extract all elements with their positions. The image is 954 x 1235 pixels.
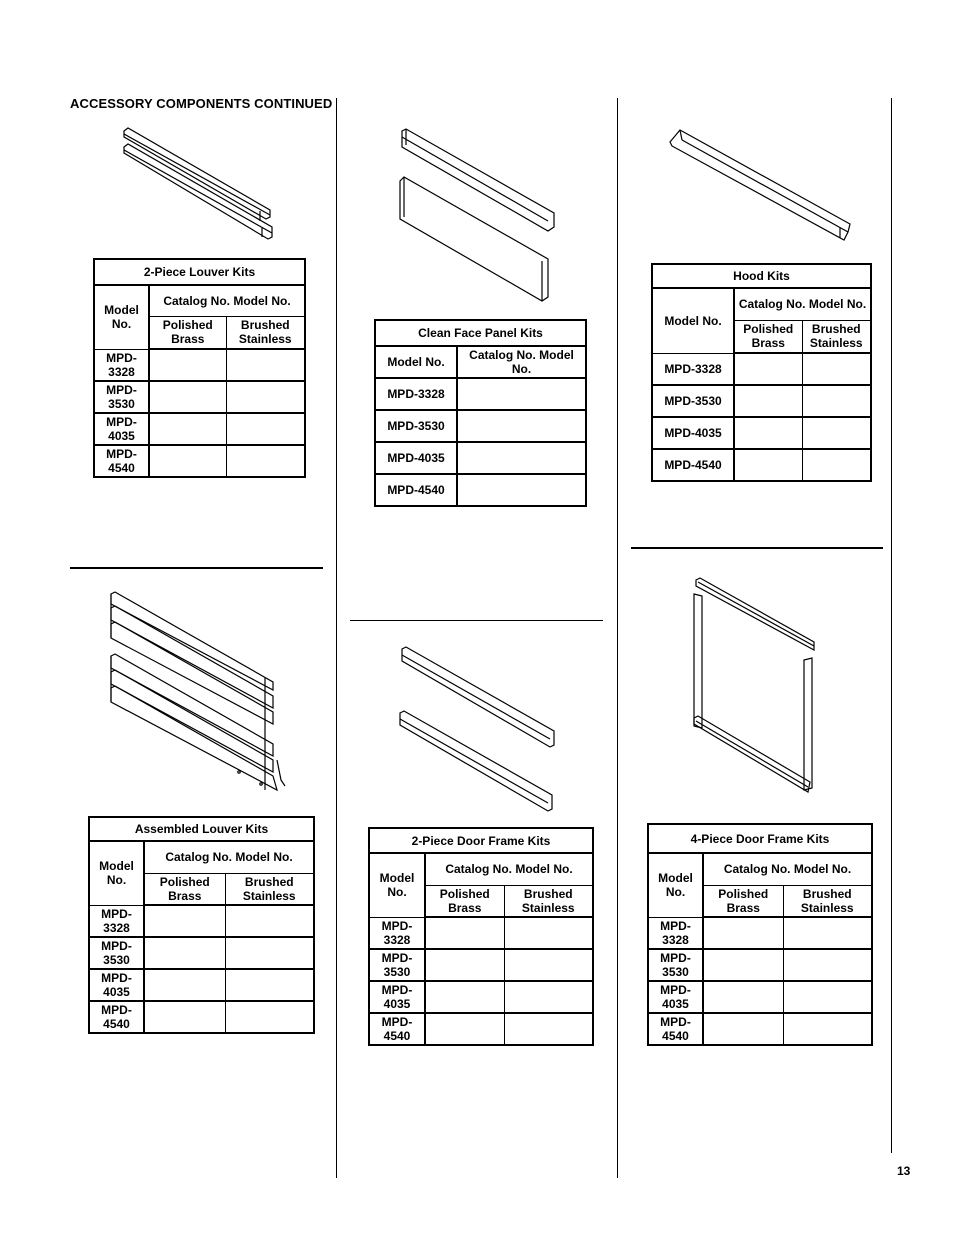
table-title: Hood Kits [652, 264, 871, 288]
entry-cell[interactable] [504, 1013, 593, 1045]
model-header: Model No. [375, 346, 457, 378]
entry-cell[interactable] [457, 442, 586, 474]
assembled-louver-illustration [105, 590, 290, 805]
entry-cell[interactable] [226, 445, 305, 477]
column-divider [617, 98, 618, 1178]
entry-cell[interactable] [225, 937, 314, 969]
model-cell: MPD-4035 [89, 969, 144, 1001]
clean-face-panel-illustration [398, 127, 558, 307]
entry-cell[interactable] [783, 981, 872, 1013]
model-header: Model No. [652, 288, 734, 353]
section-title: ACCESSORY COMPONENTS CONTINUED [70, 96, 333, 111]
model-cell: MPD-4540 [648, 1013, 703, 1045]
entry-cell[interactable] [226, 413, 305, 445]
polished-brass-header: Polished Brass [703, 885, 783, 917]
model-cell: MPD-4035 [652, 417, 734, 449]
model-cell: MPD-4540 [94, 445, 149, 477]
table-title: Clean Face Panel Kits [375, 320, 586, 346]
model-cell: MPD-3530 [89, 937, 144, 969]
model-cell: MPD-4540 [89, 1001, 144, 1033]
hood-kits-table [651, 263, 872, 482]
entry-cell[interactable] [802, 417, 871, 449]
entry-cell[interactable] [734, 417, 802, 449]
brushed-stainless-header: Brushed Stainless [226, 316, 305, 349]
entry-cell[interactable] [734, 385, 802, 417]
model-cell: MPD-4035 [648, 981, 703, 1013]
entry-cell[interactable] [734, 353, 802, 385]
column-divider [891, 98, 892, 1153]
polished-brass-header: Polished Brass [144, 873, 225, 905]
entry-cell[interactable] [504, 949, 593, 981]
entry-cell[interactable] [149, 413, 226, 445]
brushed-stainless-header: Brushed Stainless [783, 885, 872, 917]
entry-cell[interactable] [226, 349, 305, 381]
entry-cell[interactable] [144, 937, 225, 969]
model-header: Model No. [94, 285, 149, 349]
polished-brass-header: Polished Brass [734, 320, 802, 353]
table-title: 2-Piece Louver Kits [94, 259, 305, 285]
column-divider [336, 98, 337, 1178]
entry-cell[interactable] [802, 353, 871, 385]
entry-cell[interactable] [225, 1001, 314, 1033]
model-header: Model No. [89, 841, 144, 905]
catalog-header: Catalog No. Model No. [425, 853, 593, 885]
door-frame-4-piece-illustration [690, 578, 820, 798]
model-cell: MPD-3328 [369, 917, 425, 949]
entry-cell[interactable] [703, 1013, 783, 1045]
louver-2-piece-table [93, 258, 306, 478]
model-cell: MPD-3530 [652, 385, 734, 417]
model-cell: MPD-4540 [369, 1013, 425, 1045]
door-frame-4-piece-table [647, 823, 873, 1046]
entry-cell[interactable] [734, 449, 802, 481]
table-title: 2-Piece Door Frame Kits [369, 828, 593, 853]
entry-cell[interactable] [144, 905, 225, 937]
entry-cell[interactable] [149, 349, 226, 381]
model-header: Model No. [648, 853, 703, 917]
model-cell: MPD-3530 [94, 381, 149, 413]
entry-cell[interactable] [144, 969, 225, 1001]
entry-cell[interactable] [425, 949, 504, 981]
catalog-header: Catalog No. Model No. [734, 288, 871, 320]
polished-brass-header: Polished Brass [149, 316, 226, 349]
model-cell: MPD-4035 [375, 442, 457, 474]
model-cell: MPD-4540 [375, 474, 457, 506]
model-cell: MPD-4540 [652, 449, 734, 481]
catalog-header: Catalog No. Model No. [457, 346, 586, 378]
table-title: 4-Piece Door Frame Kits [648, 824, 872, 853]
entry-cell[interactable] [225, 905, 314, 937]
entry-cell[interactable] [425, 917, 504, 949]
door-frame-2-piece-table [368, 827, 594, 1046]
entry-cell[interactable] [504, 981, 593, 1013]
assembled-louver-table [88, 816, 315, 1034]
model-cell: MPD-3328 [652, 353, 734, 385]
catalog-header: Catalog No. Model No. [703, 853, 872, 885]
model-cell: MPD-3530 [369, 949, 425, 981]
brushed-stainless-header: Brushed Stainless [504, 885, 593, 917]
entry-cell[interactable] [225, 969, 314, 1001]
model-cell: MPD-3328 [94, 349, 149, 381]
entry-cell[interactable] [457, 410, 586, 442]
model-cell: MPD-3328 [89, 905, 144, 937]
louver-2-piece-illustration [120, 125, 280, 245]
section-separator [70, 567, 323, 569]
catalog-header: Catalog No. Model No. [149, 285, 305, 316]
section-separator [631, 547, 883, 549]
polished-brass-header: Polished Brass [425, 885, 504, 917]
entry-cell[interactable] [783, 949, 872, 981]
entry-cell[interactable] [703, 917, 783, 949]
section-separator [350, 620, 603, 621]
entry-cell[interactable] [703, 949, 783, 981]
entry-cell[interactable] [783, 917, 872, 949]
model-cell: MPD-3530 [648, 949, 703, 981]
entry-cell[interactable] [457, 474, 586, 506]
door-frame-2-piece-illustration [398, 645, 560, 815]
entry-cell[interactable] [144, 1001, 225, 1033]
model-cell: MPD-4035 [369, 981, 425, 1013]
entry-cell[interactable] [226, 381, 305, 413]
entry-cell[interactable] [703, 981, 783, 1013]
model-header: Model No. [369, 853, 425, 917]
entry-cell[interactable] [425, 981, 504, 1013]
clean-face-panel-table [374, 319, 587, 507]
entry-cell[interactable] [783, 1013, 872, 1045]
entry-cell[interactable] [149, 381, 226, 413]
entry-cell[interactable] [504, 917, 593, 949]
model-cell: MPD-3530 [375, 410, 457, 442]
model-cell: MPD-3328 [648, 917, 703, 949]
entry-cell[interactable] [425, 1013, 504, 1045]
model-cell: MPD-3328 [375, 378, 457, 410]
table-title: Assembled Louver Kits [89, 817, 314, 841]
model-cell: MPD-4035 [94, 413, 149, 445]
entry-cell[interactable] [802, 449, 871, 481]
catalog-header: Catalog No. Model No. [144, 841, 314, 873]
entry-cell[interactable] [457, 378, 586, 410]
entry-cell[interactable] [802, 385, 871, 417]
hood-illustration [668, 128, 858, 248]
entry-cell[interactable] [149, 445, 226, 477]
brushed-stainless-header: Brushed Stainless [225, 873, 314, 905]
page-number: 13 [897, 1164, 911, 1178]
brushed-stainless-header: Brushed Stainless [802, 320, 871, 353]
